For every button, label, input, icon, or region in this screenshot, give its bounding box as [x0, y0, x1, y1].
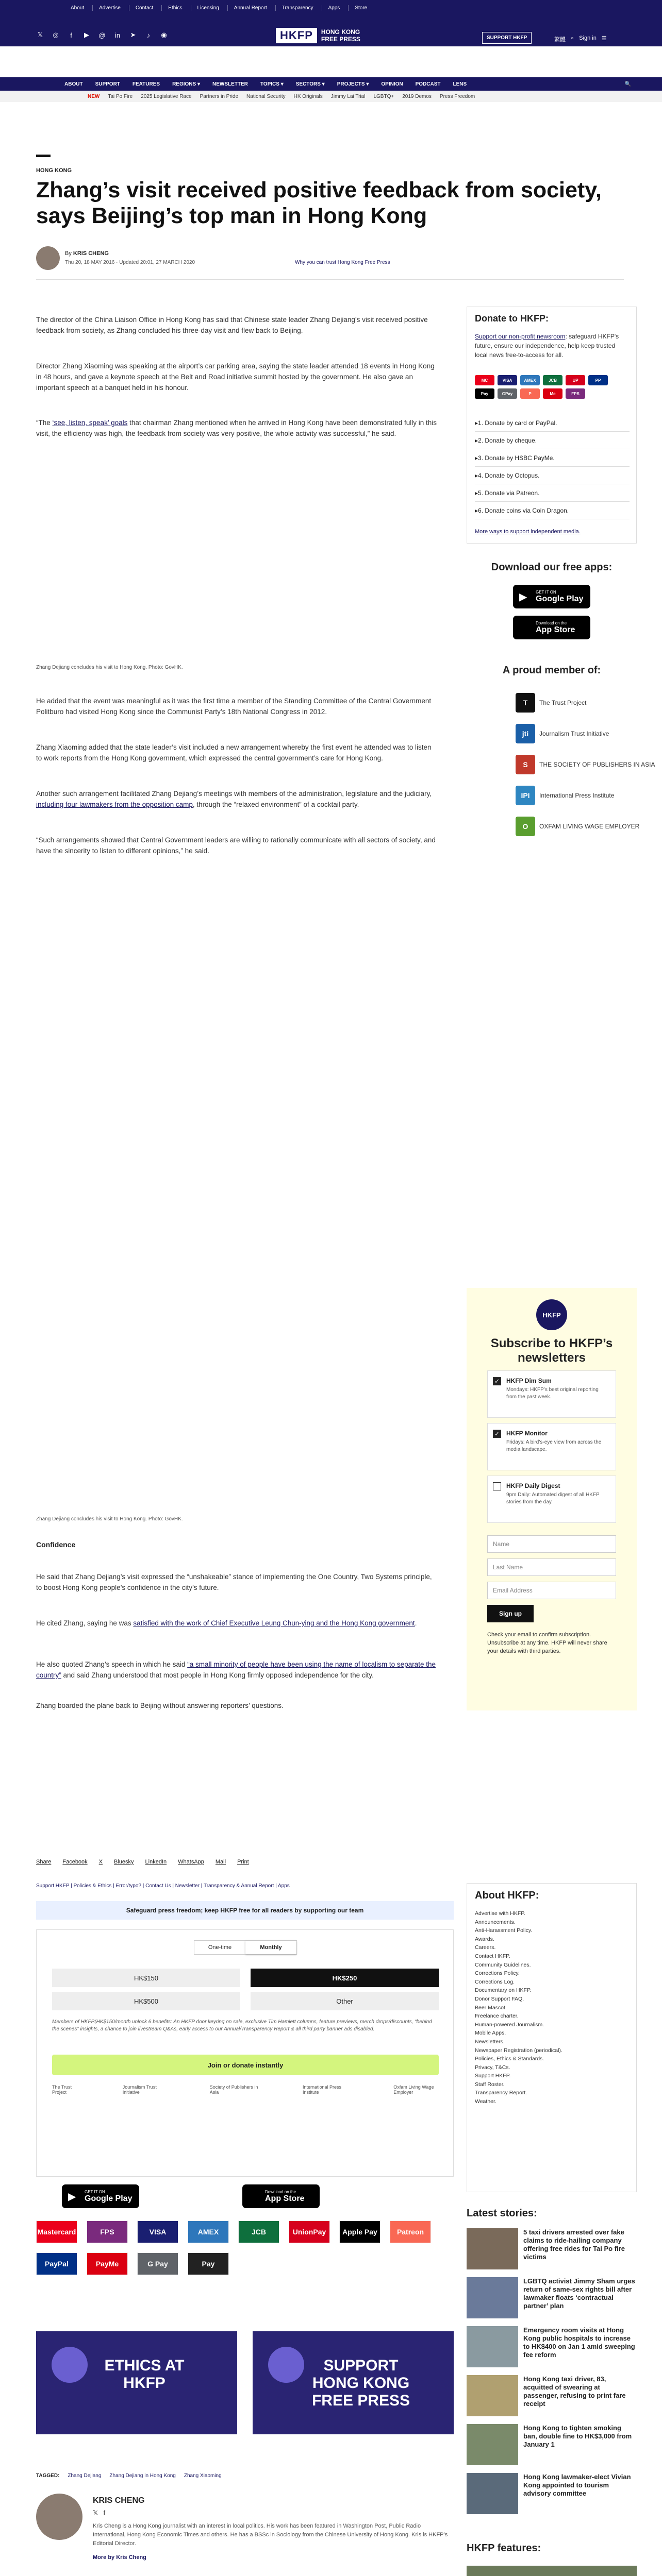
article-headline: Zhang’s visit received positive feedback from society, says Beijing’s top man in Hong Kong — [36, 178, 602, 228]
tag-link[interactable]: Zhang Dejiang in Hong Kong — [109, 2473, 176, 2479]
about-link[interactable]: Weather. — [475, 2098, 496, 2105]
hkfp-logo-icon: HKFP — [536, 1299, 567, 1330]
latest-story[interactable] — [467, 2326, 637, 2372]
member-trust-project[interactable] — [516, 693, 586, 713]
trending-link[interactable]: National Security — [246, 93, 286, 99]
about-link[interactable]: Newsletters. — [475, 2038, 505, 2045]
donate-option[interactable]: ▸ 4. Donate by Octopus. — [475, 467, 630, 484]
byline-author[interactable]: KRIS CHENG — [73, 250, 109, 257]
share-facebook[interactable]: Facebook — [62, 1859, 88, 1865]
label: GET IT ON — [85, 2189, 105, 2194]
text: that chairman Zhang mentioned when he arrived in Hong Kong have been demonstrated fully in this visit, the efficiency was high, the feedback from society was very positive, the whole activity was successful,” he said. — [36, 419, 437, 437]
trending-bar — [0, 91, 662, 102]
share-print[interactable]: Print — [237, 1859, 249, 1865]
article-image — [36, 876, 438, 1515]
mastercard-icon: Mastercard — [36, 2221, 77, 2243]
article-paragraph — [36, 1618, 438, 1629]
trending-link[interactable]: 2025 Legislative Race — [141, 93, 192, 99]
article-paragraph — [36, 417, 438, 439]
nav-lens[interactable]: LENS — [453, 81, 467, 87]
nav-opinion[interactable]: OPINION — [381, 81, 403, 87]
top-link-advertise[interactable]: Advertise — [92, 5, 127, 11]
promo-text: ETHICS AT HKFP — [104, 2357, 185, 2392]
article-paragraph — [36, 788, 438, 810]
newsletter-note: Check your email to confirm subscription. Unsubscribe at any time. HKFP will never share your details with third parties. — [487, 1632, 607, 1654]
image-caption: Zhang Dejiang concludes his visit to Hong Kong. Photo: GovHK. — [36, 1516, 183, 1522]
partner-logo: Oxfam Living Wage Employer — [393, 2084, 434, 2095]
inline-link[interactable]: ‘see, listen, speak’ goals — [52, 419, 128, 427]
main-nav — [0, 77, 662, 91]
join-donate-button[interactable]: Join or donate instantly — [52, 2055, 439, 2075]
label: 3. Donate by HSBC PayMe. — [478, 454, 555, 462]
story-title[interactable]: LGBTQ activist Jimmy Sham urges return of same-sex rights bill after lawmaker floats ‘contractual partner’ plan — [523, 2277, 635, 2310]
checkbox-checked[interactable]: ✓ — [493, 1430, 501, 1438]
story-title[interactable]: Hong Kong to tighten smoking ban, double fine to HK$3,000 from January 1 — [523, 2424, 632, 2448]
image-caption: Zhang Dejiang concludes his visit to Hong Kong. Photo: GovHK. — [36, 665, 183, 670]
language-toggle[interactable]: 繁體 — [554, 37, 566, 43]
about-link[interactable]: Human-powered Journalism. — [475, 2021, 544, 2028]
promo-graphic — [52, 2347, 88, 2383]
youtube-icon[interactable]: ▶ — [84, 31, 89, 39]
author-avatar-large[interactable] — [36, 2494, 82, 2540]
member-oxfam[interactable] — [516, 817, 639, 836]
nav-support[interactable]: SUPPORT — [95, 81, 120, 87]
donate-option[interactable]: ▸ 1. Donate by card or PayPal. — [475, 414, 630, 432]
fps-icon: FPS — [566, 388, 585, 399]
trending-link[interactable]: 2019 Demos — [402, 93, 432, 99]
divider — [36, 279, 624, 280]
telegram-icon[interactable]: ➤ — [130, 31, 136, 39]
nav-search-icon[interactable]: 🔍 — [624, 81, 631, 87]
oxfam-icon: O — [516, 817, 535, 836]
story-title[interactable]: Emergency room visits at Hong Kong public hospitals to increase to HK$400 on Jan 1 amid sweeping fee reform — [523, 2326, 635, 2359]
promo-graphic — [268, 2347, 304, 2383]
about-link[interactable]: Newspaper Registration (periodical). — [475, 2047, 562, 2054]
jcb-icon: JCB — [543, 375, 562, 385]
tags — [36, 2473, 222, 2479]
amex-icon: AMEX — [188, 2221, 229, 2243]
logo-line1: HONG KONG — [321, 28, 360, 36]
label: Download on the — [536, 620, 567, 625]
trending-link[interactable]: Partners in Pride — [200, 93, 239, 99]
top-link-apps[interactable]: Apps — [322, 5, 346, 11]
about-link[interactable]: Staff Roster. — [475, 2081, 505, 2088]
byline-prefix: By — [65, 250, 72, 257]
freq-one-time[interactable]: One-time — [208, 1944, 232, 1951]
app-store-button[interactable] — [513, 616, 590, 639]
donate-options — [475, 414, 630, 519]
story-thumbnail — [467, 2424, 518, 2465]
label: OXFAM LIVING WAGE EMPLOYER — [539, 823, 640, 830]
article-kicker[interactable]: HONG KONG — [36, 167, 72, 174]
kicker-rule — [36, 155, 51, 157]
tagged-label: TAGGED: — [36, 2473, 60, 2479]
newsletter-option-daily-digest[interactable] — [487, 1476, 616, 1523]
author-box — [36, 2494, 454, 2576]
donate-option[interactable]: ▸ 5. Donate via Patreon. — [475, 484, 630, 502]
article-paragraph: He added that the event was meaningful as it was the first time a member of the Standing Committee of the Central Government Politburo had visited Hong Kong since the Communist Party’s 18th National Congress in 2012. — [36, 697, 432, 716]
story-thumbnail — [467, 2228, 518, 2269]
newsletter-option-dim-sum[interactable] — [487, 1370, 616, 1418]
trust-link[interactable]: Why you can trust Hong Kong Free Press — [295, 260, 390, 265]
top-link-ethics[interactable]: Ethics — [161, 5, 188, 11]
trust-project-icon: T — [516, 693, 535, 713]
sign-in-link[interactable]: Sign in — [579, 35, 597, 41]
email-input[interactable]: Email Address — [487, 1582, 616, 1599]
story-thumbnail — [467, 2277, 518, 2318]
jti-icon: jti — [516, 724, 535, 743]
member-title: A proud member of: — [502, 665, 601, 676]
label: International Press Institute — [539, 792, 615, 799]
article-paragraph: Zhang Xiaoming added that the state leader’s visit included a new arrangement whereby the first event he attended was to listen to work reports from the Hong Kong government, which expressed the central government’s care for Hong Kong. — [36, 743, 432, 762]
label: App Store — [536, 625, 575, 634]
about-link[interactable]: Community Guidelines. — [475, 1961, 531, 1968]
inline-link[interactable]: satisfied with the work of Chief Executive Leung Chun-ying and the Hong Kong government — [133, 1619, 415, 1627]
description: Fridays: A bird’s-eye view from across the media landscape. — [506, 1439, 602, 1452]
payme-icon: Me — [543, 388, 562, 399]
top-header — [0, 0, 662, 46]
last-name-input[interactable]: Last Name — [487, 1558, 616, 1576]
about-link[interactable]: Corrections Policy. — [475, 1970, 520, 1977]
amount-option-selected[interactable]: HK$250 — [251, 1969, 439, 1987]
donate-description — [475, 332, 630, 360]
label: HKFP Monitor — [506, 1430, 548, 1437]
about-link[interactable]: Transparency Report. — [475, 2090, 527, 2096]
member-sopa[interactable] — [516, 755, 655, 774]
about-link[interactable]: Careers. — [475, 1944, 496, 1951]
nav-regions[interactable]: REGIONS ▾ — [172, 81, 200, 87]
nav-projects[interactable]: PROJECTS ▾ — [337, 81, 369, 87]
article-paragraph: He said that Zhang Dejiang’s visit expressed the “unshakeable” stance of implementing the One Country, Two Systems principle, to boost Hong Kong people’s confidence in the city’s future. — [36, 1573, 432, 1591]
donate-link[interactable]: Support our non-profit newsroom — [475, 333, 566, 340]
top-link-store[interactable]: Store — [348, 5, 373, 11]
label: The Trust Project — [539, 699, 587, 706]
checkbox[interactable] — [493, 1482, 501, 1490]
membership-note: Members of HKFP(HK$150/month unlock 6 benefits: An HKFP door keyring on sale, exclusive Tim Hamlett columns, feature previews, merch drops/discounts, “behind the scenes” insights, a chance to join livestream Q&As, early access to our Annual/Transparency Report & all third party banner ads disabled. — [52, 2019, 432, 2032]
menu-icon[interactable]: ☰ — [601, 36, 607, 42]
top-links — [64, 5, 373, 11]
google-play-button[interactable] — [513, 585, 590, 608]
trending-link[interactable]: LGBTQ+ — [373, 93, 394, 99]
patreon-icon: P — [520, 388, 540, 399]
nav-sectors[interactable]: SECTORS ▾ — [295, 81, 325, 87]
text: He cited Zhang, saying he was — [36, 1619, 134, 1627]
sopa-icon: S — [516, 755, 535, 774]
text: He also quoted Zhang’s speech in which he said — [36, 1660, 188, 1668]
nav-topics[interactable]: TOPICS ▾ — [260, 81, 284, 87]
latest-story[interactable] — [467, 2473, 637, 2519]
unionpay-icon: UP — [566, 375, 585, 385]
label: Download on the — [265, 2189, 296, 2194]
first-name-input[interactable]: Name — [487, 1535, 616, 1553]
latest-story[interactable] — [467, 2424, 637, 2470]
twitter-icon[interactable]: 𝕏 — [93, 2509, 98, 2517]
google-pay-icon: G Pay — [137, 2252, 178, 2275]
promo-text: SUPPORT HONG KONG FREE PRESS — [311, 2357, 410, 2409]
amount-option[interactable]: HK$500 — [52, 1992, 240, 2010]
logo-line2: FREE PRESS — [321, 36, 360, 43]
about-link[interactable]: Policies, Ethics & Standards. — [475, 2056, 544, 2062]
text: “The — [36, 419, 53, 427]
payme-icon: PayMe — [87, 2252, 128, 2275]
share-linkedin[interactable]: LinkedIn — [145, 1859, 167, 1865]
story-thumbnail — [467, 2473, 518, 2514]
section-heading: Confidence — [36, 1540, 76, 1549]
google-play-button[interactable] — [62, 2184, 139, 2208]
about-link[interactable]: Freelance charter. — [475, 2013, 519, 2020]
apple-pay-icon: Pay — [475, 388, 494, 399]
about-hkfp — [467, 1883, 637, 2192]
paypal-icon: PP — [588, 375, 608, 385]
patreon-icon: Patreon — [390, 2221, 431, 2243]
payment-logos — [36, 2221, 459, 2275]
trending-link[interactable]: HK Originals — [293, 93, 323, 99]
story-title[interactable]: 5 taxi drivers arrested over fake claims to ride-hailing company offering free rides for Tai Po fire victims — [523, 2228, 625, 2261]
signup-button[interactable]: Sign up — [487, 1605, 534, 1622]
label: Google Play — [536, 594, 584, 603]
share-bluesky[interactable]: Bluesky — [114, 1859, 134, 1865]
paypal-icon: PayPal — [36, 2252, 77, 2275]
unionpay-icon: UnionPay — [289, 2221, 330, 2243]
about-link[interactable]: Beer Mascot. — [475, 2004, 507, 2011]
partner-logo: Society of Publishers in Asia — [209, 2084, 258, 2095]
newsletter-option-monitor[interactable] — [487, 1423, 616, 1470]
trending-link[interactable]: Tai Po Fire — [108, 93, 133, 99]
instagram-icon[interactable]: ◎ — [53, 31, 59, 39]
twitter-icon[interactable]: 𝕏 — [37, 31, 43, 39]
story-title[interactable]: Hong Kong lawmaker-elect Vivian Kong appointed to tourism advisory committee — [523, 2473, 631, 2497]
nav-features[interactable]: FEATURES — [132, 81, 160, 87]
text: . — [415, 1619, 417, 1627]
top-link-contact[interactable]: Contact — [129, 5, 159, 11]
google-play-icon: ▶ — [519, 591, 527, 603]
label: 6. Donate coins via Coin Dragon. — [478, 506, 569, 514]
article-paragraph: “Such arrangements showed that Central Government leaders are willing to rationally communicate with all sectors of society, and have the sincerity to listen to different opinions,” he said. — [36, 836, 436, 855]
payment-cards — [475, 375, 630, 399]
nav-podcast[interactable]: PODCAST — [415, 81, 441, 87]
description: 9pm Daily: Automated digest of all HKFP stories from the day. — [506, 1492, 600, 1505]
about-title: About HKFP: — [475, 1890, 539, 1901]
about-link[interactable]: Mobile Apps. — [475, 2030, 506, 2037]
about-link[interactable]: Contact HKFP. — [475, 1953, 510, 1959]
new-label: NEW — [88, 93, 100, 99]
safeguard-banner[interactable]: Safeguard press freedom; keep HKFP free for all readers by supporting our team — [36, 1901, 454, 1920]
visa-icon: VISA — [137, 2221, 178, 2243]
about-links — [475, 1909, 562, 2106]
share-whatsapp[interactable]: WhatsApp — [178, 1859, 204, 1865]
about-link[interactable]: Documentary on HKFP. — [475, 1987, 532, 1994]
label: App Store — [265, 2194, 305, 2203]
top-link-about[interactable]: About — [71, 5, 85, 11]
fps-icon: FPS — [87, 2221, 128, 2243]
mastercard-icon: MC — [475, 375, 494, 385]
amount-option[interactable]: HK$150 — [52, 1969, 240, 1987]
article-paragraph: Director Zhang Xiaoming was speaking at the airport’s car parking area, saying the state leader attended 18 events in Hong Kong in 48 hours, and gave a keynote speech at the Belt and Road initiative summit hosted by the government. He also gave an important speech at a banquet held in his honour. — [36, 362, 435, 392]
label: 2. Donate by cheque. — [478, 436, 537, 444]
pay-icon: Pay — [188, 2252, 229, 2275]
story-title[interactable]: Hong Kong taxi driver, 83, acquitted of swearing at passenger, refusing to print fare receipt — [523, 2375, 626, 2408]
more-ways-link[interactable]: More ways to support independent media. — [475, 529, 581, 535]
donate-option[interactable]: ▸ 6. Donate coins via Coin Dragon. — [475, 502, 630, 519]
app-store-button[interactable] — [242, 2184, 320, 2208]
story-thumbnail — [467, 2326, 518, 2367]
about-link[interactable]: Donor Support FAQ. — [475, 1995, 524, 2002]
story-thumbnail — [467, 2375, 518, 2416]
amount-option-other[interactable]: Other — [251, 1992, 439, 2010]
latest-story[interactable] — [467, 2375, 637, 2421]
amex-icon: AMEX — [520, 375, 540, 385]
text: , through the “relaxed environment” of a cocktail party. — [192, 801, 359, 808]
text: and said Zhang understood that most people in Hong Kong firmly opposed independence for the city. — [61, 1671, 374, 1679]
facebook-icon[interactable]: f — [103, 2509, 106, 2517]
share-x[interactable]: X — [98, 1859, 103, 1865]
search-icon[interactable]: ⌕ — [571, 35, 574, 41]
more-by-author-link[interactable]: More by Kris Cheng — [93, 2554, 146, 2561]
author-avatar[interactable] — [36, 246, 60, 270]
top-link-licensing[interactable]: Licensing — [191, 5, 225, 11]
ethics-promo[interactable] — [36, 2331, 237, 2434]
nav-about[interactable]: ABOUT — [64, 81, 83, 87]
jcb-icon: JCB — [238, 2221, 279, 2243]
article-footer-links[interactable]: Support HKFP | Policies & Ethics | Error/typo? | Contact Us | Newsletter | Transparency & Annual Report | Apps — [36, 1883, 290, 1889]
description: Mondays: HKFP’s best original reporting from the past week. — [506, 1387, 599, 1400]
about-link[interactable]: Advertise with HKFP. — [475, 1910, 525, 1917]
article-paragraph: Zhang boarded the plane back to Beijing without answering reporters’ questions. — [36, 1702, 284, 1709]
freq-monthly[interactable]: Monthly — [245, 1941, 296, 1954]
latest-story[interactable] — [467, 2228, 637, 2275]
about-link[interactable]: Privacy, T&Cs. — [475, 2064, 510, 2071]
article-paragraph — [36, 1659, 438, 1681]
feature-image — [467, 2566, 637, 2576]
visa-icon: VISA — [498, 375, 517, 385]
inline-link[interactable]: including four lawmakers from the opposition camp — [36, 801, 193, 808]
donate-option[interactable]: ▸ 2. Donate by cheque. — [475, 432, 630, 449]
top-link-annual-report[interactable]: Annual Report — [227, 5, 273, 11]
tag-link[interactable]: Zhang Xiaoming — [184, 2473, 222, 2479]
support-hkfp-button[interactable]: SUPPORT HKFP — [482, 32, 532, 44]
label: THE SOCIETY OF PUBLISHERS IN ASIA — [539, 761, 655, 768]
nav-newsletter[interactable]: NEWSLETTER — [212, 81, 248, 87]
member-ipi[interactable] — [516, 786, 614, 805]
label: Journalism Trust Initiative — [539, 730, 609, 737]
inline-link[interactable]: “a small minority of people have been using the name of localism to separate the country” — [36, 1660, 436, 1679]
facebook-icon[interactable]: f — [70, 31, 72, 39]
text: Another such arrangement facilitated Zhang Dejiang’s meetings with members of the administration, legislature and the judiciary, — [36, 790, 432, 798]
member-jti[interactable] — [516, 724, 609, 743]
features-title: HKFP features: — [467, 2543, 541, 2554]
label: 4. Donate by Octopus. — [478, 471, 540, 479]
donate-title: Donate to HKFP: — [475, 313, 549, 324]
donate-option[interactable]: ▸ 3. Donate by HSBC PayMe. — [475, 449, 630, 467]
about-link[interactable]: Awards. — [475, 1936, 494, 1942]
label: 1. Donate by card or PayPal. — [478, 419, 557, 427]
about-link[interactable]: Support HKFP. — [475, 2073, 511, 2079]
text: : safeguard HKFP's future, ensure our independence, help keep trusted local news free-to-access for all. — [475, 333, 619, 359]
label: Google Play — [85, 2194, 133, 2203]
about-link[interactable]: Anti-Harassment Policy. — [475, 1927, 533, 1934]
share-mail[interactable]: Mail — [215, 1859, 226, 1865]
site-logo[interactable] — [276, 27, 360, 44]
latest-title: Latest stories: — [467, 2208, 537, 2219]
byline — [36, 246, 624, 287]
google-pay-icon: GPay — [498, 388, 517, 399]
tiktok-icon[interactable]: ♪ — [146, 31, 151, 39]
newsletter-signup — [467, 1288, 637, 1710]
article-paragraph: The director of the China Liaison Office in Hong Kong has said that Chinese state leader Zhang Dejiang’s visit received positive feedback from society, as Zhang concluded his three-day visit and flew back to Beijing. — [36, 316, 428, 334]
about-link[interactable]: Corrections Log. — [475, 1978, 515, 1985]
trending-link[interactable]: Jimmy Lai Trial — [330, 93, 366, 99]
author-name[interactable]: KRIS CHENG — [93, 2496, 145, 2505]
apps-title: Download our free apps: — [491, 562, 613, 573]
label: HKFP Dim Sum — [506, 1377, 552, 1384]
about-link[interactable]: Announcements. — [475, 1919, 516, 1925]
label: GET IT ON — [536, 589, 556, 595]
rss-icon[interactable]: ◉ — [161, 31, 167, 39]
google-play-icon: ▶ — [68, 2191, 76, 2202]
checkbox-checked[interactable]: ✓ — [493, 1377, 501, 1385]
partner-logo: The Trust Project — [52, 2084, 72, 2095]
share-bar — [36, 1859, 249, 1865]
ipi-icon: IPI — [516, 786, 535, 805]
trending-link[interactable]: Press Freedom — [439, 93, 475, 99]
apple-pay-icon: Apple Pay — [339, 2221, 380, 2243]
logo-box: HKFP — [276, 28, 317, 43]
threads-icon[interactable]: @ — [98, 31, 106, 39]
donation-widget — [36, 1929, 454, 2177]
newsletter-title: Subscribe to HKFP’s newsletters — [490, 1336, 613, 1365]
linkedin-icon[interactable]: in — [114, 31, 121, 39]
partner-logo: International Press Institute — [302, 2084, 342, 2095]
support-promo[interactable] — [253, 2331, 454, 2434]
social-icons — [36, 31, 168, 39]
donate-sidebar — [467, 307, 637, 544]
feature-story[interactable] — [467, 2566, 637, 2576]
frequency-toggle — [194, 1940, 297, 1955]
author-social — [93, 2509, 105, 2517]
article-image — [36, 453, 438, 659]
label: 5. Donate via Patreon. — [478, 489, 540, 497]
article-date: Thu 20, 18 MAY 2016 · Updated 20:01, 27 MARCH 2020 — [65, 260, 195, 265]
label: HKFP Daily Digest — [506, 1482, 560, 1489]
latest-story[interactable] — [467, 2277, 637, 2324]
partner-logos — [52, 2084, 453, 2095]
top-link-transparency[interactable]: Transparency — [275, 5, 320, 11]
author-bio: Kris Cheng is a Hong Kong journalist with an interest in local politics. His work has been featured in Washington Post, Public Radio International, Hong Kong Economic Times and others. He has a BSSc in Sociology from the Chinese University of Hong Kong. Kris is HKFP’s Editorial Director. — [93, 2523, 448, 2547]
header-right — [554, 35, 607, 43]
partner-logo: Journalism Trust Initiative — [122, 2084, 157, 2095]
tag-link[interactable]: Zhang Dejiang — [68, 2473, 102, 2479]
share-label: Share — [36, 1859, 52, 1865]
